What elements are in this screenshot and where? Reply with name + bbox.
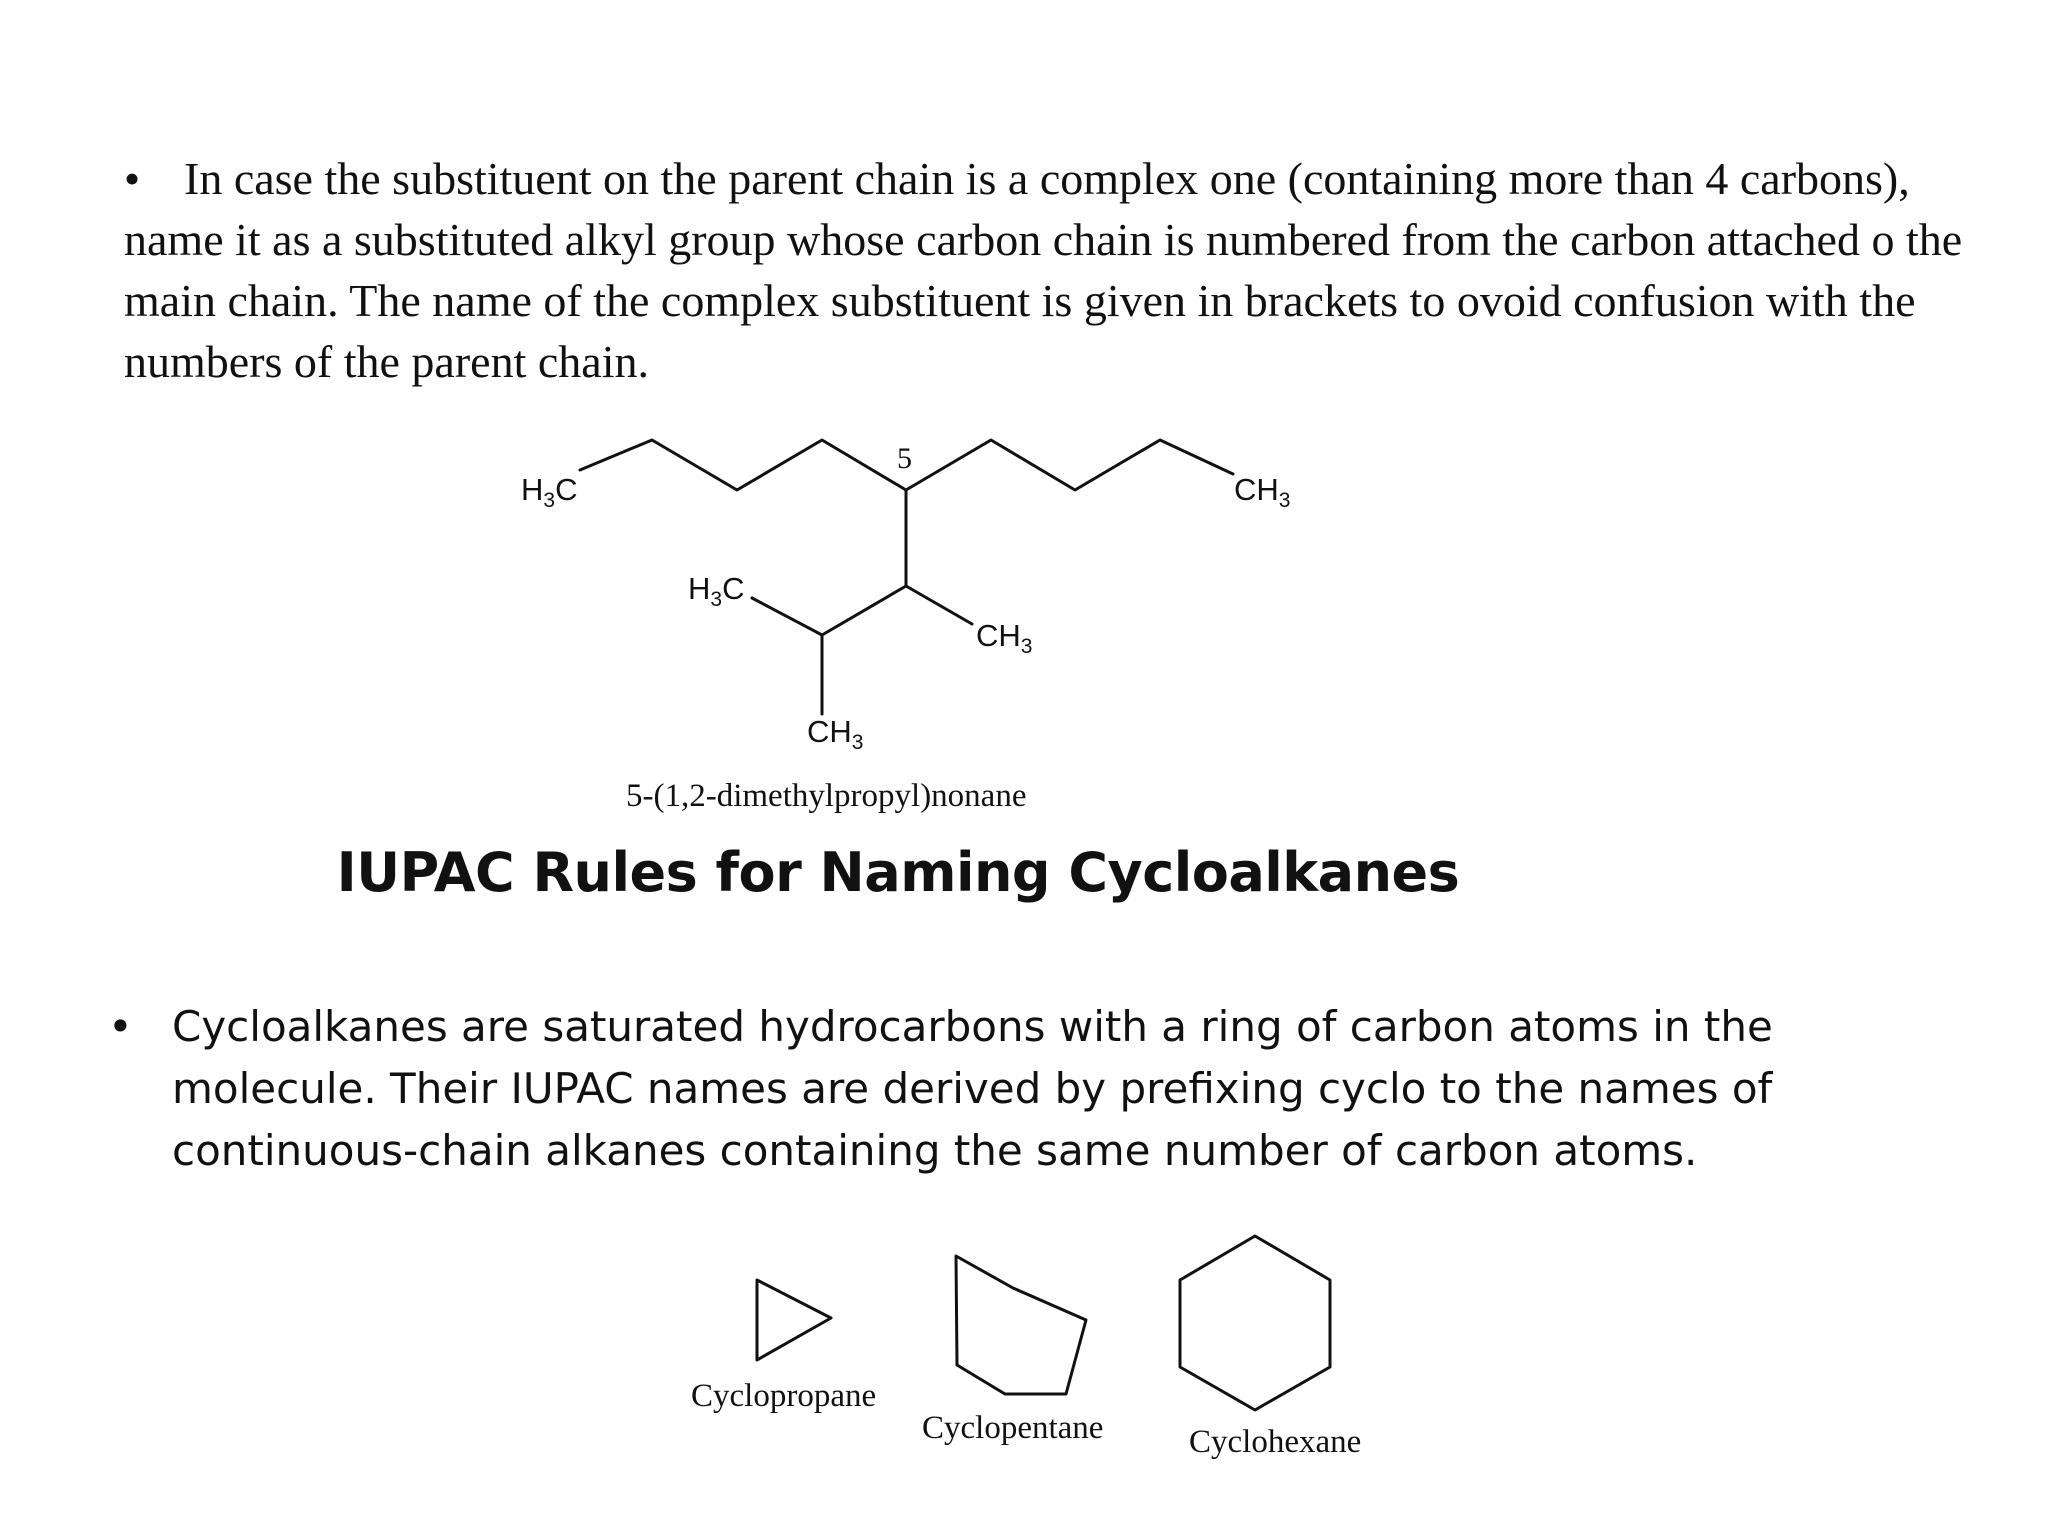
branch-bonds: [752, 490, 906, 635]
atom-label-h3c-branch: $H_3C$: [688, 571, 745, 611]
paragraph-text: In case the substituent on the parent chain is a complex one (containing more than 4 carbons), name it as a substituted alkyl group whose carbon chain is numbered from the carbon attached o the main chain. The name of the complex substituent is given in brackets to ovoid confusion with the numbers of the parent chain.: [124, 153, 1963, 387]
cyclohexane-label: Cyclohexane: [1189, 1424, 1362, 1460]
atom-label-ch3-branch-bottom: $CH_3$: [807, 714, 864, 754]
cyclopentane-label: Cyclopentane: [922, 1410, 1104, 1446]
atom-label-ch3-branch-right: $CH_3$: [976, 618, 1033, 658]
cyclopropane-label: Cyclopropane: [691, 1378, 877, 1414]
bullet: •: [124, 153, 141, 204]
paragraph-text: Cycloalkanes are saturated hydrocarbons with a ring of carbon atoms in the molecule. Their IUPAC names are derived by prefixing cyclo to the names of continuous-chain alkanes containing the same number of carbon atoms.: [172, 1002, 1773, 1175]
section-heading: IUPAC Rules for Naming Cycloalkanes: [336, 841, 1460, 904]
atom-label-ch3-right: $CH_3$: [1234, 472, 1291, 512]
cyclohexane-ring: [1180, 1236, 1330, 1410]
atom-label-h3c-left: $H_3C$: [521, 472, 578, 512]
molecule-name: 5-(1,2-dimethylpropyl)nonane: [626, 778, 1027, 814]
carbon-position-5-label: 5: [897, 442, 912, 475]
cyclopropane-ring: [757, 1280, 831, 1360]
branch-methyl-bond-right: [906, 586, 972, 624]
bullet: •: [108, 1002, 133, 1051]
cyclopentane-ring: [956, 1256, 1086, 1394]
paragraph-cycloalkanes: [108, 996, 1928, 1182]
